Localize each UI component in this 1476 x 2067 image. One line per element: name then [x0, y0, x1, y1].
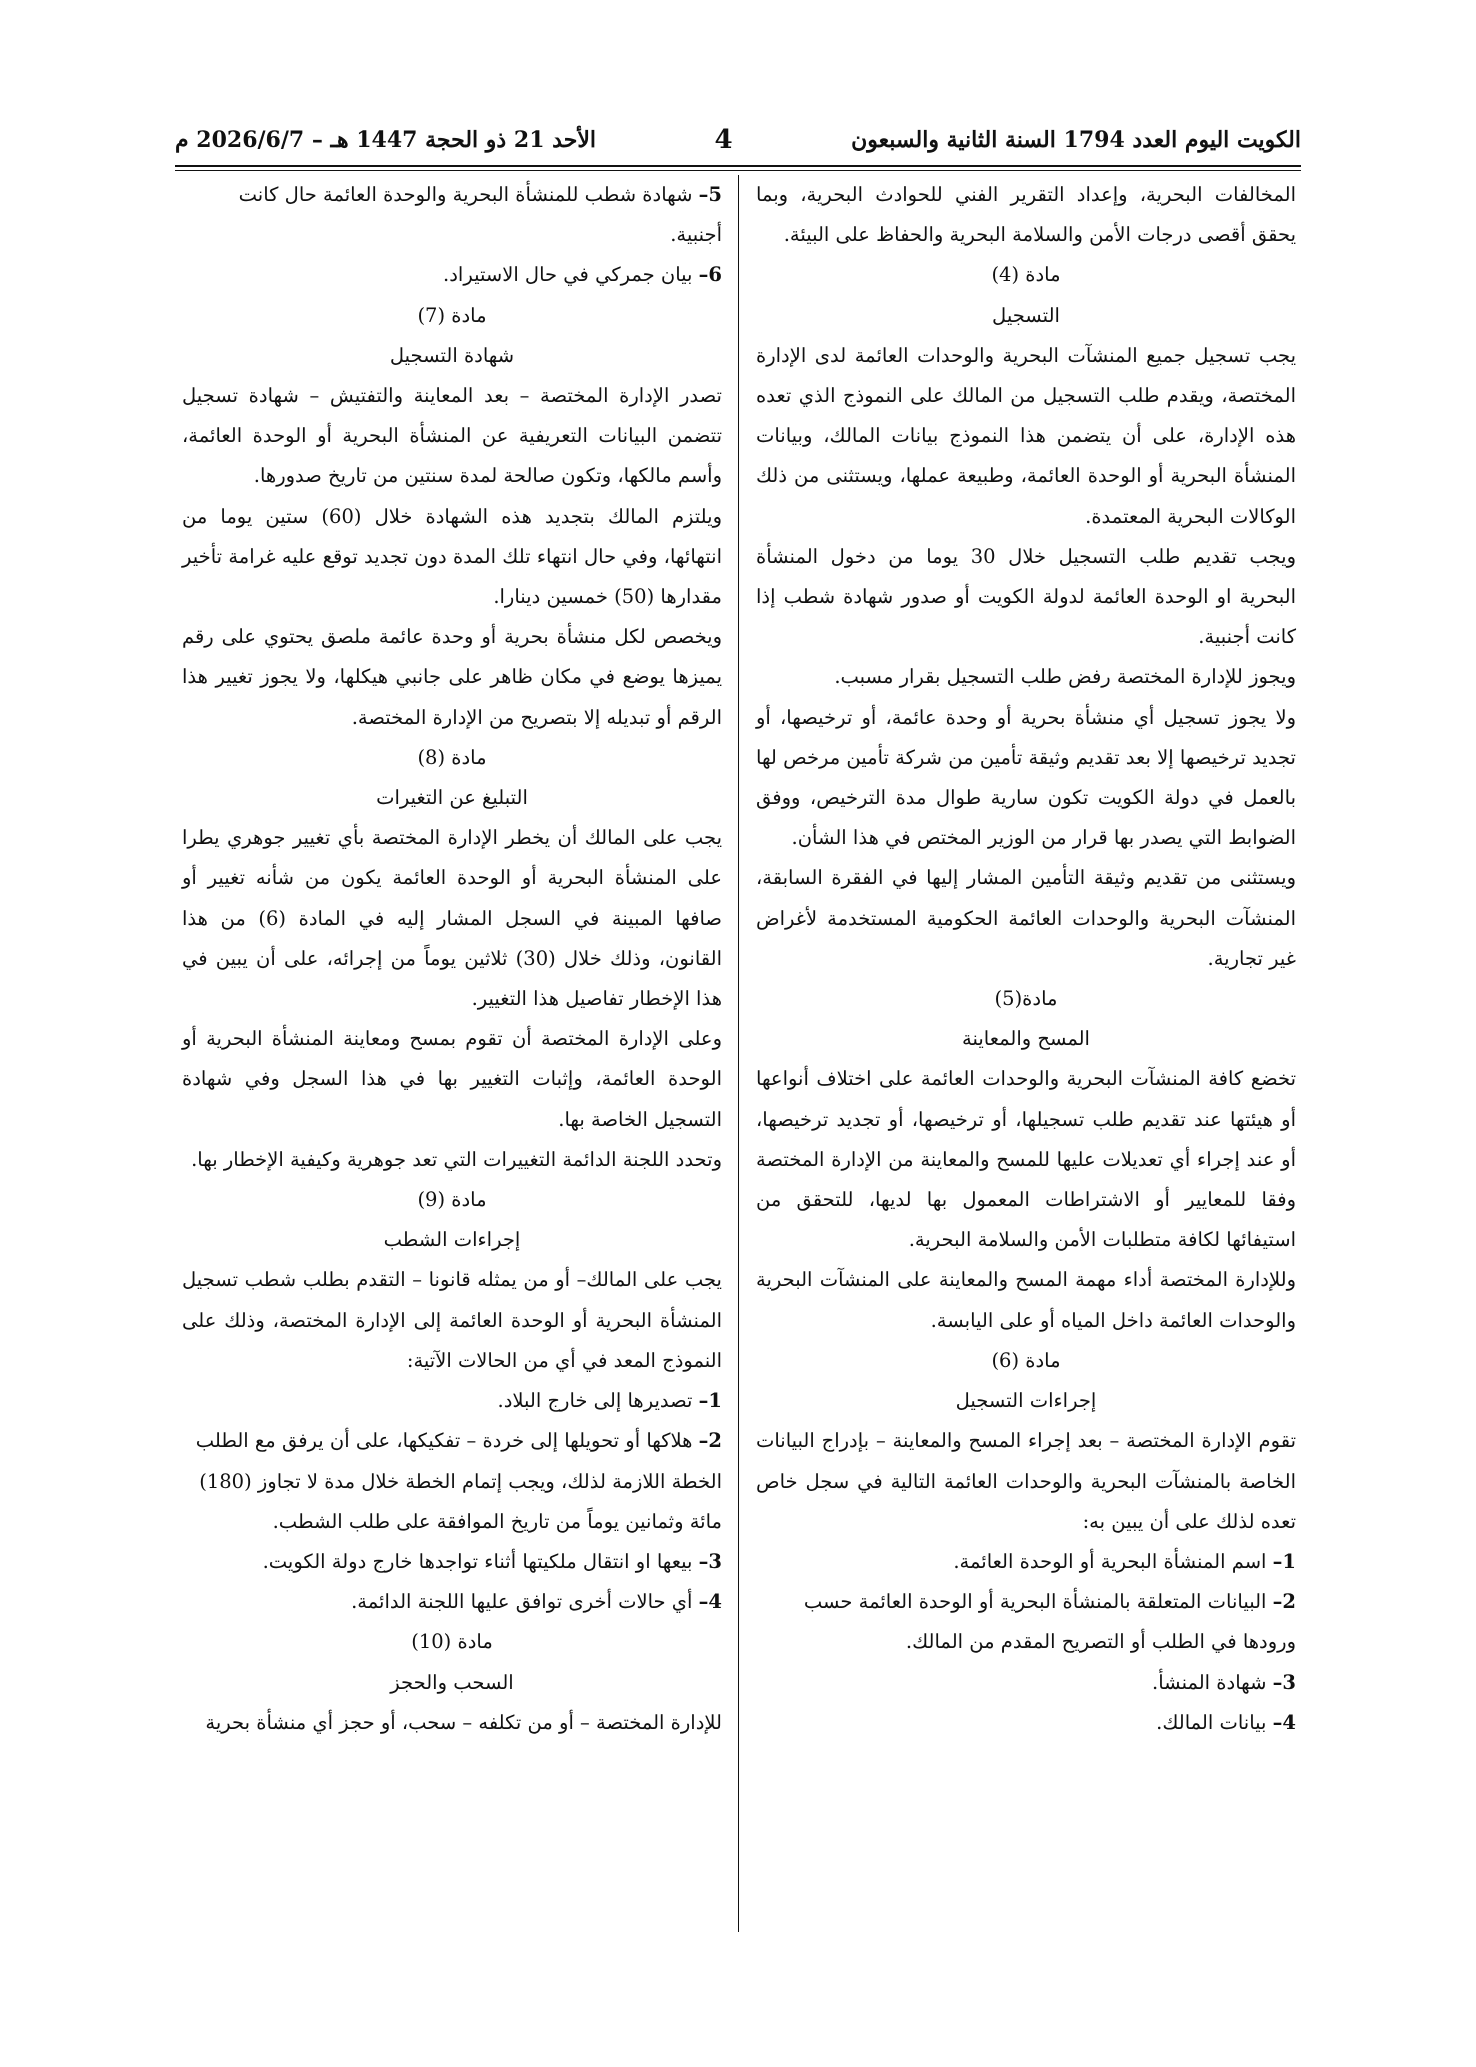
list-item-text: اسم المنشأة البحرية أو الوحدة العائمة.	[953, 1549, 1273, 1573]
list-item-text: بيعها او انتقال ملكيتها أثناء تواجدها خارج دولة الكويت.	[262, 1549, 699, 1573]
article-heading: شهادة التسجيل	[389, 343, 515, 367]
list-item-number: 4–	[698, 1590, 722, 1614]
article-heading: السحب والحجز	[390, 1670, 514, 1694]
list-item	[756, 1542, 1296, 1582]
header-date: الأحد 21 ذو الحجة 1447 هـ – 2026/6/7 م	[175, 127, 596, 153]
list-item	[182, 255, 722, 295]
article-heading: التبليغ عن التغيرات	[376, 786, 528, 810]
list-item-number: 6–	[698, 263, 722, 287]
paragraph: المخالفات البحرية، وإعداد التقرير الفني للحوادث البحرية، وبما يحقق أقصى درجات الأمن والسلامة البحرية والحفاظ على البيئة.	[756, 183, 1296, 247]
article-heading: إجراءات التسجيل	[955, 1389, 1097, 1413]
paragraph: تخضع كافة المنشآت البحرية والوحدات العائمة على اختلاف أنواعها أو هيئتها عند تقديم طلب تسجيلها، أو ترخيصها، أو تجديد ترخيصها، أو عند إجراء أي تعديلات عليها للمسح والمعاينة من الإدارة المختصة وفقا للمعايير أو الاشتراطات المعمول بها لديها، للتحقق من استيفائها لكافة متطلبات الأمن والسلامة البحرية.	[756, 1067, 1296, 1252]
list-item	[182, 1582, 722, 1622]
list-item-number: 1–	[698, 1389, 722, 1413]
list-item-number: 4–	[1272, 1710, 1296, 1734]
list-item-number: 3–	[1272, 1670, 1296, 1694]
list-item	[182, 1421, 722, 1542]
article-number: مادة (9)	[417, 1188, 487, 1212]
paragraph: تقوم الإدارة المختصة – بعد إجراء المسح والمعاينة – بإدراج البيانات الخاصة بالمنشآت البحرية والوحدات العائمة التالية في سجل خاص تعده لذلك على أن يبين به:	[756, 1429, 1296, 1533]
list-item	[182, 1542, 722, 1582]
list-item-text: بيان جمركي في حال الاستيراد.	[443, 263, 699, 287]
article-number: مادة (8)	[417, 745, 487, 769]
article-number: مادة (7)	[417, 303, 487, 327]
paragraph: يجب على المالك أن يخطر الإدارة المختصة بأي تغيير جوهري يطرا على المنشأة البحرية أو الوحدة العائمة يكون من شأنه تغيير أو صافها المبينة في السجل المشار إليه في المادة (6) من هذا القانون، وذلك خلال (30) ثلاثين يوماً من إجرائه، على أن يبين في هذا الإخطار تفاصيل هذا التغيير.	[182, 826, 722, 1011]
list-item-text: تصديرها إلى خارج البلاد.	[497, 1389, 699, 1413]
list-item	[756, 1663, 1296, 1703]
paragraph: ويلتزم المالك بتجديد هذه الشهادة خلال (60) ستين يوما من انتهائها، وفي حال انتهاء تلك المدة دون تجديد توقع عليه غرامة تأخير مقدارها (50) خمسين دينارا.	[182, 504, 722, 609]
list-item	[182, 175, 722, 255]
header-issue-info: الكويت اليوم العدد 1794 السنة الثانية والسبعون	[851, 127, 1301, 153]
list-item-text: هلاكها أو تحويلها إلى خردة – تفكيكها، على أن يرفق مع الطلب الخطة اللازمة لذلك، ويجب إتمام الخطة خلال مدة لا تجاوز (180) مائة وثمانين يوماً من تاريخ الموافقة على طلب الشطب.	[195, 1429, 722, 1533]
list-item-number: 1–	[1272, 1549, 1296, 1573]
header-rule-thick	[175, 165, 1301, 167]
list-item-text: شهادة المنشأ.	[1152, 1670, 1273, 1694]
paragraph: ويجب تقديم طلب التسجيل خلال 30 يوما من دخول المنشأة البحرية او الوحدة العائمة لدولة الكويت أو صدور شهادة شطب إذا كانت أجنبية.	[756, 544, 1296, 649]
list-item-number: 2–	[1272, 1590, 1296, 1614]
column-divider	[738, 175, 739, 1932]
right-column	[756, 175, 1296, 1743]
article-number: مادة (6)	[991, 1348, 1061, 1372]
article-heading: المسح والمعاينة	[962, 1027, 1090, 1051]
paragraph: وعلى الإدارة المختصة أن تقوم بمسح ومعاينة المنشأة البحرية أو الوحدة العائمة، وإثبات التغيير بها في هذا السجل وفي شهادة التسجيل الخاصة بها.	[182, 1027, 722, 1131]
list-item-text: بيانات المالك.	[1156, 1710, 1273, 1734]
header-rule-thin	[175, 170, 1301, 171]
paragraph: ويستثنى من تقديم وثيقة التأمين المشار إليها في الفقرة السابقة، المنشآت البحرية والوحدات العائمة الحكومية المستخدمة لأغراض غير تجارية.	[756, 866, 1296, 970]
list-item-number: 5–	[698, 183, 722, 206]
paragraph: ويخصص لكل منشأة بحرية أو وحدة عائمة ملصق يحتوي على رقم يميزها يوضع في مكان ظاهر على جانبي هيكلها، ولا يجوز تغيير هذا الرقم أو تبديله إلا بتصريح من الإدارة المختصة.	[182, 625, 722, 729]
list-item-text: شهادة شطب للمنشأة البحرية والوحدة العائمة حال كانت أجنبية.	[238, 183, 722, 247]
list-item	[756, 1582, 1296, 1662]
list-item	[182, 1381, 722, 1421]
page-header	[175, 118, 1301, 162]
paragraph: يجب تسجيل جميع المنشآت البحرية والوحدات العائمة لدى الإدارة المختصة، ويقدم طلب التسجيل من المالك على النموذج الذي تعده هذه الإدارة، على أن يتضمن هذا النموذج بيانات المالك، وبيانات المنشأة البحرية أو الوحدة العائمة، وطبيعة عملها، ويستثنى من ذلك الوكالات البحرية المعتمدة.	[756, 343, 1296, 528]
paragraph: ولا يجوز تسجيل أي منشأة بحرية أو وحدة عائمة، أو ترخيصها، أو تجديد ترخيصها إلا بعد تقديم وثيقة تأمين من شركة تأمين مرخص لها بالعمل في دولة الكويت تكون سارية طوال مدة الترخيص، ووفق الضوابط التي يصدر بها قرار من الوزير المختص في هذا الشأن.	[756, 705, 1296, 850]
article-heading: إجراءات الشطب	[383, 1228, 521, 1252]
paragraph: يجب على المالك– أو من يمثله قانونا – التقدم بطلب شطب تسجيل المنشأة البحرية أو الوحدة العائمة إلى الإدارة المختصة، وذلك على النموذج المعد في أي من الحالات الآتية:	[182, 1268, 722, 1372]
paragraph: للإدارة المختصة – أو من تكلفه – سحب، أو حجز أي منشأة بحرية	[205, 1710, 722, 1734]
paragraph: تصدر الإدارة المختصة – بعد المعاينة والتفتيش – شهادة تسجيل تتضمن البيانات التعريفية عن المنشأة البحرية أو الوحدة العائمة، وأسم مالكها، وتكون صالحة لمدة سنتين من تاريخ صدورها.	[182, 384, 722, 488]
list-item-text: البيانات المتعلقة بالمنشأة البحرية أو الوحدة العائمة حسب ورودها في الطلب أو التصريح المقدم من المالك.	[803, 1590, 1296, 1654]
paragraph: وتحدد اللجنة الدائمة التغييرات التي تعد جوهرية وكيفية الإخطار بها.	[191, 1147, 722, 1171]
article-number: مادة(5)	[994, 987, 1058, 1011]
list-item	[756, 1703, 1296, 1743]
paragraph: ويجوز للإدارة المختصة رفض طلب التسجيل بقرار مسبب.	[834, 665, 1296, 689]
article-heading: التسجيل	[992, 303, 1060, 327]
list-item-text: أي حالات أخرى توافق عليها اللجنة الدائمة.	[351, 1590, 699, 1614]
article-number: مادة (10)	[411, 1630, 493, 1654]
left-column	[182, 175, 722, 1743]
paragraph: وللإدارة المختصة أداء مهمة المسح والمعاينة على المنشآت البحرية والوحدات العائمة داخل المياه أو على اليابسة.	[756, 1268, 1296, 1332]
list-item-number: 2–	[698, 1429, 722, 1453]
list-item-number: 3–	[698, 1549, 722, 1573]
page-number: 4	[714, 125, 733, 155]
article-number: مادة (4)	[991, 263, 1061, 287]
